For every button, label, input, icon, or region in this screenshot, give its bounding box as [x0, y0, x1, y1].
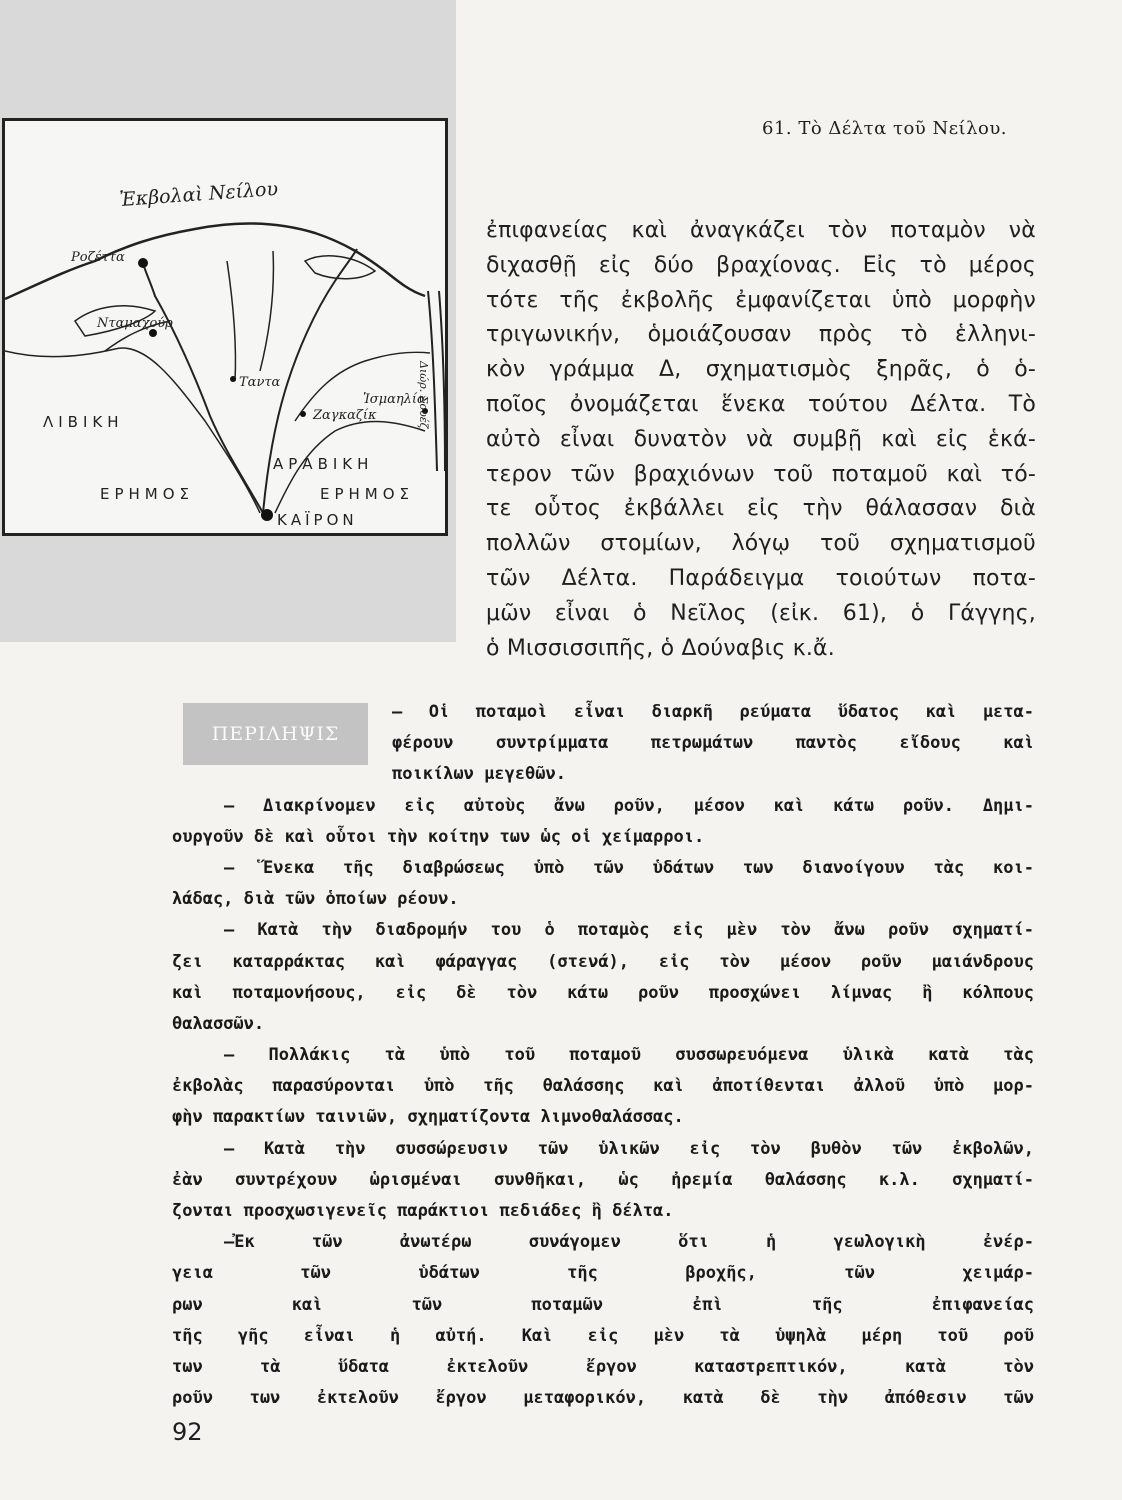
rosetta-dot	[138, 258, 148, 268]
paragraph-line: τῶν Δέλτα. Παράδειγμα τοιούτων ποτα-	[486, 565, 1036, 591]
paragraph-line: ὁ Μισσισσιπῆς, ὁ Δούναβις κ.ἄ.	[486, 635, 835, 661]
summary-line: γεια τῶν ὑδάτων τῆς βροχῆς, τῶν χειμάρ-	[172, 1263, 1034, 1284]
summary-line: — Ἕνεκα τῆς διαβρώσεως ὑπὸ τῶν ὑδάτων των διανοίγουν τὰς κοι-	[224, 857, 1034, 878]
page-number: 92	[172, 1418, 203, 1446]
figure-caption: 61. Τὸ Δέλτα τοῦ Νείλου.	[762, 118, 1007, 139]
paragraph-line: αὐτὸ εἶναι δυνατὸν νὰ συμβῇ καὶ εἰς ἑκά-	[486, 426, 1036, 452]
paragraph-line: πολλῶν στομίων, λόγῳ τοῦ σχηματισμοῦ	[486, 531, 1036, 557]
label-zagazig: Ζαγκαζίκ	[313, 408, 377, 423]
tanta-dot	[230, 376, 236, 382]
canal-1	[227, 261, 236, 381]
label-damanhour: Νταμαχούρ	[97, 316, 173, 331]
summary-line: ροῦν των ἐκτελοῦν ἔργον μεταφορικόν, κατὰ δὲ τὴν ἀπόθεσιν τῶν	[172, 1388, 1034, 1409]
map-drawing	[5, 121, 445, 533]
nile-delta-map	[2, 118, 448, 536]
summary-line: ζει καταρράκτας καὶ φάραγγας (στενά), εἰς τὸν μέσον ροῦν μαιάνδρους	[172, 951, 1034, 972]
suez-canal-bank	[439, 291, 445, 471]
body-paragraph	[486, 214, 1036, 666]
label-rosetta: Ροζέττα	[71, 250, 125, 265]
paragraph-line: τριγωνικήν, ὁμοιάζουσαν πρὸς τὸ ἑλληνι-	[486, 322, 1036, 348]
paragraph-line: κὸν γράμμα Δ, σχηματισμὸς ξηρᾶς, ὁ ὁ-	[486, 357, 1036, 383]
summary-line: φέρουν συντρίμματα πετρωμάτων παντὸς εἴδους καὶ	[392, 733, 1034, 754]
summary-line: —Ἐκ τῶν ἀνωτέρω συνάγομεν ὅτι ἡ γεωλογικὴ ἐνέρ-	[224, 1232, 1034, 1253]
label-mouths: Ἐκβολαὶ Νείλου	[118, 177, 279, 211]
paragraph-line: διχασθῇ εἰς δύο βραχίονας. Εἰς τὸ μέρος	[486, 252, 1036, 278]
paragraph-line: ἐπιφανείας καὶ ἀναγκάζει τὸν ποταμὸν νὰ	[486, 218, 1036, 243]
summary-line: — Πολλάκις τὰ ὑπὸ τοῦ ποταμοῦ συσσωρευόμενα ὑλικὰ κατὰ τὰς	[224, 1045, 1034, 1066]
label-ismailia: Ἰσμαηλία	[363, 392, 426, 407]
summary-line: τῆς γῆς εἶναι ἡ αὐτή. Καὶ εἰς μὲν τὰ ὑψηλὰ μέρη τοῦ ροῦ	[172, 1325, 1034, 1346]
summary-block	[172, 697, 1034, 1414]
summary-line: των τὰ ὕδατα ἐκτελοῦν ἔργον καταστρεπτικόν, κατὰ τὸν	[172, 1356, 1034, 1377]
paragraph-line: ποῖος ὀνομάζεται ἕνεκα τούτου Δέλτα. Τὸ	[486, 391, 1036, 417]
summary-line: — Διακρίνομεν εἰς αὐτοὺς ἄνω ροῦν, μέσον καὶ κάτω ροῦν. Δημι-	[224, 795, 1034, 816]
paragraph-line: τε οὗτος ἐκβάλλει εἰς τὴν θάλασσαν διὰ	[486, 496, 1036, 522]
label-suez: Διώρ. Σουέζ	[417, 361, 430, 429]
label-libyan-desert: ΕΡΗΜΟΣ	[100, 485, 195, 503]
summary-line: ζονται προσχωσιγενεῖς παράκτιοι πεδιάδες ἢ δέλτα.	[172, 1201, 674, 1221]
cairo-dot	[261, 509, 273, 521]
label-libyan: ΛΙΒΙΚΗ	[43, 413, 124, 431]
summary-line: ποικίλων μεγεθῶν.	[392, 764, 566, 785]
summary-label: ΠΕΡΙΛΗΨΙΣ	[183, 703, 368, 765]
label-arabian-desert: ΕΡΗΜΟΣ	[320, 485, 415, 503]
summary-line: καὶ ποταμονήσους, εἰς δὲ τὸν κάτω ροῦν προσχώνει λίμνας ἢ κόλπους	[172, 982, 1034, 1003]
summary-line: ἐκβολὰς παρασύρονται ὑπὸ τῆς θαλάσσης καὶ ἀποτίθενται ἀλλοῦ ὑπὸ μορ-	[172, 1076, 1034, 1097]
summary-line: — Κατὰ τὴν συσσώρευσιν τῶν ὑλικῶν εἰς τὸν βυθὸν τῶν ἐκβολῶν,	[224, 1138, 1034, 1159]
summary-line: — Κατὰ τὴν διαδρομήν του ὁ ποταμὸς εἰς μὲν τὸν ἄνω ροῦν σχηματί-	[224, 920, 1034, 941]
label-tanta: Ταντα	[239, 375, 281, 390]
paragraph-line: τερον τῶν βραχιόνων τοῦ ποταμοῦ καὶ τό-	[486, 461, 1036, 487]
paragraph-line: μῶν εἶναι ὁ Νεῖλος (εἰκ. 61), ὁ Γάγγης,	[486, 600, 1036, 626]
summary-line: ἐὰν συντρέχουν ὡρισμέναι συνθῆκαι, ὡς ἠρεμία θαλάσσης κ.λ. σχηματί-	[172, 1169, 1034, 1190]
coastline	[5, 223, 425, 299]
summary-line: — Οἱ ποταμοὶ εἶναι διαρκῆ ρεύματα ὕδατος καὶ μετα-	[392, 702, 1034, 722]
canal-2	[260, 251, 273, 371]
summary-line: φὴν παρακτίων ταινιῶν, σχηματίζοντα λιμνοθαλάσσας.	[172, 1107, 684, 1128]
summary-line: λάδας, διὰ τῶν ὁποίων ρέουν.	[172, 889, 459, 910]
summary-line: ρων καὶ τῶν ποταμῶν ἐπὶ τῆς ἐπιφανείας	[172, 1294, 1034, 1315]
label-cairo: ΚΑΪΡΟΝ	[277, 511, 358, 529]
paragraph-line: τότε τῆς ἐκβολῆς ἐμφανίζεται ὑπὸ μορφὴν	[486, 287, 1036, 313]
label-arabian: ΑΡΑΒΙΚΗ	[273, 455, 374, 473]
zagazig-dot	[300, 411, 306, 417]
summary-line: θαλασσῶν.	[172, 1013, 265, 1034]
summary-line: ουργοῦν δὲ καὶ οὗτοι τὴν κοίτην των ὡς οἱ χείμαρροι.	[172, 826, 705, 847]
